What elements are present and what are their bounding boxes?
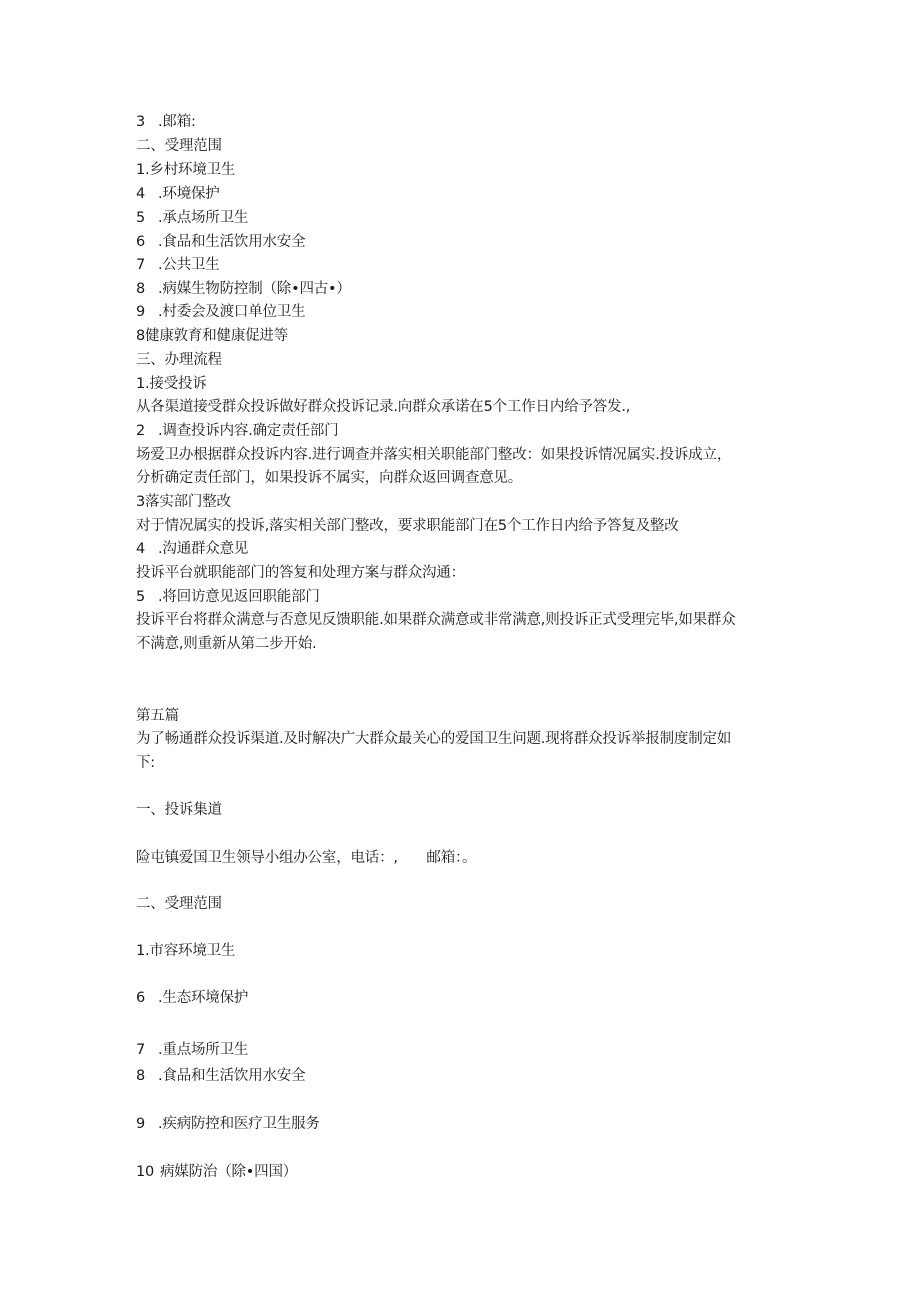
item-number: 4 [136,186,146,202]
item-text: .环境保护 [158,186,220,202]
step-title [136,539,248,559]
part-heading: 第五篇 [136,708,179,724]
contact-line: 险屯镇爱国卫生领导小组办公室，电话：, 邮箱：。 [136,850,477,866]
item-text: .生态环境保护 [158,990,249,1006]
list-item [136,1040,248,1060]
item-text: .承点场所卫生 [158,210,249,226]
list-item [136,279,351,299]
step-body: 不满意,则重新从第二步开始. [136,636,317,652]
item-text: 8健康敦育和健康促进等 [136,328,289,344]
item-text: .病媒生物防控制（除•四古•） [158,281,351,297]
item-number: 8 [136,1068,146,1084]
item-number: 9 [136,1116,146,1132]
item-number: 7 [136,257,146,273]
list-item [136,302,305,322]
step-body: 场爱卫办根据群众投诉内容.进行调查并落实相关职能部门整改：如果投诉情况属实.投诉成立， [136,447,732,463]
item-number: 3 [136,114,146,130]
item-number: 5 [136,210,146,226]
item-text: .郎箱: [158,114,196,130]
section-heading-process: 三、办理流程 [136,352,222,368]
list-item [136,1066,305,1086]
email-item [136,112,196,132]
list-item [136,326,288,346]
section-heading-channel: 一、投诉集道 [136,802,222,818]
item-number: 4 [136,541,146,557]
step-body: 从各渠道接受群众投诉做好群众投诉记录.向群众承诺在5个工作日内给予答发., [136,399,631,415]
item-text: .将回访意见返回职能部门 [158,589,320,605]
intro-paragraph: 为了畅通群众投诉渠道.及时解决广大群众最关心的爱国卫生问题.现将群众投诉举报制度制定如 [136,731,732,747]
item-number: 9 [136,304,146,320]
item-number: 5 [136,589,146,605]
item-text: .公共卫生 [158,257,220,273]
item-text: .沟通群众意见 [158,541,249,557]
item-text: 病媒防治（除•四国） [160,1164,298,1180]
list-item [136,941,235,961]
list-item [136,184,220,204]
section-heading-scope: 二、受理范围 [136,138,222,154]
step-body: 对于情况属实的投诉,落实相关部门整改，要求职能部门在5个工作日内给予答复及整改 [136,518,679,534]
item-text: .疾病防控和医疗卫生服务 [158,1116,320,1132]
item-text: .食品和生活饮用水安全 [158,234,306,250]
list-item [136,208,248,228]
item-text: .重点场所卫生 [158,1042,249,1058]
step-title: 3落实部门整改 [136,494,231,510]
item-text: .调查投诉内容.确定责任部门 [158,423,339,439]
step-body: 投诉平台将群众满意与否意见反馈职能.如果群众满意或非常满意,则投诉正式受理完毕,如果群众 [136,612,736,628]
list-item [136,1114,320,1134]
list-item [136,1162,297,1182]
item-text: .村委会及渡口单位卫生 [158,304,306,320]
step-body: 投诉平台就职能部门的答复和处理方案与群众沟通： [136,565,465,581]
list-item [136,255,220,275]
item-number: 6 [136,234,146,250]
step-title [136,421,338,441]
step-title [136,587,320,607]
item-text: 1.市容环境卫生 [136,943,236,959]
section-heading-scope: 二、受理范围 [136,896,222,912]
item-number: 8 [136,281,146,297]
intro-paragraph: 下: [136,755,155,771]
step-body: 分析确定责任部门，如果投诉不属实，向群众返回调查意见。 [136,470,523,486]
item-number: 6 [136,990,146,1006]
step-title: 1.接受投诉 [136,376,207,392]
item-number: 7 [136,1042,146,1058]
item-number: 10 [136,1164,155,1180]
item-number: 2 [136,423,146,439]
item-text: 1.乡村环境卫生 [136,162,236,178]
list-item [136,988,248,1008]
item-text: .食品和生活饮用水安全 [158,1068,306,1084]
list-item [136,232,305,252]
list-item [136,160,235,180]
